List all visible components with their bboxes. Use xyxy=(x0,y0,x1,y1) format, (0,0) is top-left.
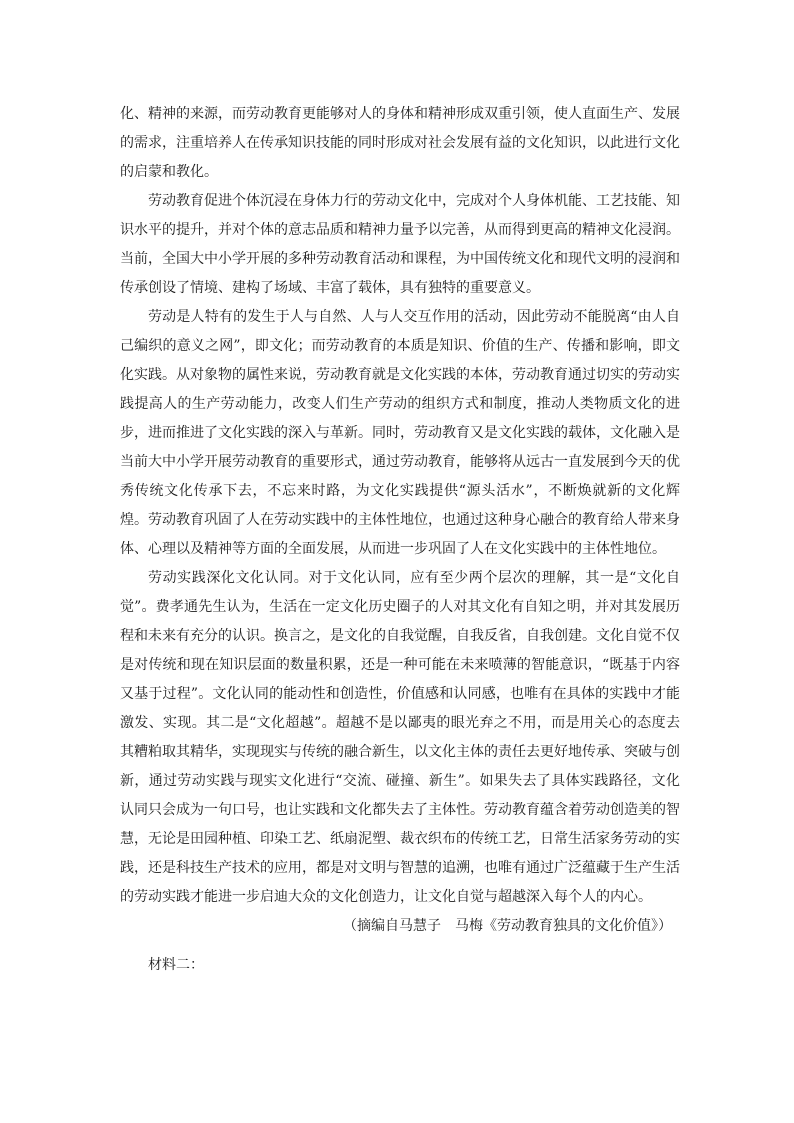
paragraph-continued: 化、精神的来源，而劳动教育更能够对人的身体和精神形成双重引领，使人直面生产、发展的需求，注重培养人在传承知识技能的同时形成对社会发展有益的文化知识，以此进行文化的启蒙和教化。 xyxy=(120,106,680,180)
source-citation: （摘编自马慧子 马梅《劳动教育独具的文化价值》） xyxy=(343,918,672,934)
paragraph-labor-education-immersion: 劳动教育促进个体沉浸在身体力行的劳动文化中，完成对个人身体机能、工艺技能、知识水平的提升，并对个体的意志品质和精神力量予以完善，从而得到更高的精神文化浸润。当前，全国大中小学开展的多种劳动教育活动和课程，为中国传统文化和现代文明的浸润和传承创设了情境、建构了场域、丰富了载体，具有独特的重要意义。 xyxy=(120,193,680,296)
article-body xyxy=(120,100,680,980)
paragraph-labor-and-culture: 劳动是人特有的发生于人与自然、人与人交互作用的活动，因此劳动不能脱离“由人自己编织的意义之网”，即文化；而劳动教育的本质是知识、价值的生产、传播和影响，即文化实践。从对象物的属性来说，劳动教育就是文化实践的本体，劳动教育通过切实的劳动实践提高人的生产劳动能力，改变人们生产劳动的组织方式和制度，推动人类物质文化的进步，进而推进了文化实践的深入与革新。同时，劳动教育又是文化实践的载体，文化融入是当前大中小学开展劳动教育的重要形式，通过劳动教育，能够将从远古一直发展到今天的优秀传统文化传承下去，不忘来时路，为文化实践提供“源头活水”，不断焕就新的文化辉煌。劳动教育巩固了人在劳动实践中的主体性地位，也通过这种身心融合的教育给人带来身体、心理以及精神等方面的全面发展，从而进一步巩固了人在文化实践中的主体性地位。 xyxy=(120,309,680,557)
material-two-label: 材料二： xyxy=(148,957,204,973)
paragraph-cultural-identity: 劳动实践深化文化认同。对于文化认同，应有至少两个层次的理解，其一是“文化自觉”。费孝通先生认为，生活在一定文化历史圈子的人对其文化有自知之明，并对其发展历程和未来有充分的认识。换言之，是文化的自我觉醒，自我反省，自我创建。文化自觉不仅是对传统和现在知识层面的数量积累，还是一种可能在未来喷薄的智能意识，“既基于内容又基于过程”。文化认同的能动性和创造性，价值感和认同感，也唯有在具体的实践中才能激发、实现。其二是“文化超越”。超越不是以鄙夷的眼光弃之不用，而是用关心的态度去其糟粕取其精华，实现现实与传统的融合新生，以文化主体的责任去更好地传承、突破与创新，通过劳动实践与现实文化进行“交流、碰撞、新生”。如果失去了具体实践路径，文化认同只会成为一句口号，也让实践和文化都失去了主体性。劳动教育蕴含着劳动创造美的智慧，无论是田园种植、印染工艺、纸扇泥塑、裁衣织布的传统工艺，日常生活家务劳动的实践，还是科技生产技术的应用，都是对文明与智慧的追溯，也唯有通过广泛蕴藏于生产生活的劳动实践才能进一步启迪大众的文化创造力，让文化自觉与超越深入每个人的内心。 xyxy=(120,570,680,905)
